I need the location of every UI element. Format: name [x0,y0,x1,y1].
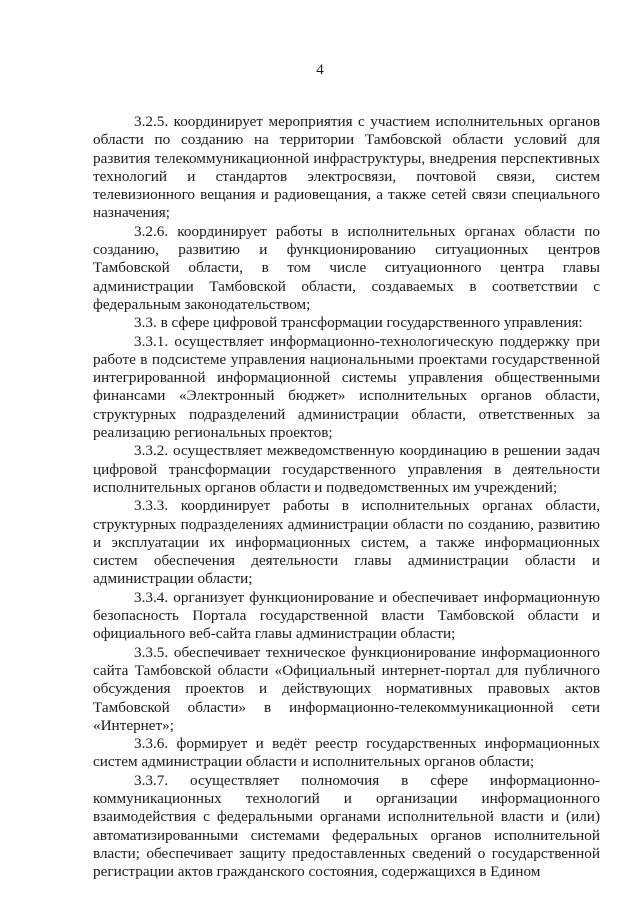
paragraph-3-3-1: 3.3.1. осуществляет информационно-технологическую поддержку при работе в подсистеме управления национальными проектами государственной интегрированной информационной системы управления общественными финансами «Электронный бюджет» исполнительных органов области, структурных подразделений администрации области, ответственных за реализацию региональных проектов; [93,332,600,442]
paragraph-3-3-6: 3.3.6. формирует и ведёт реестр государственных информационных систем администрации области и исполнительных органов области; [93,735,600,771]
paragraph-3-2-6: 3.2.6. координирует работы в исполнительных органах области по созданию, развитию и функционированию ситуационных центров Тамбовской области, в том числе ситуационного центра главы администрации Тамбовской области, создаваемых в соответствии с федеральным законодательством; [93,222,600,313]
paragraph-3-3-5: 3.3.5. обеспечивает техническое функционирование информационного сайта Тамбовской области «Официальный интернет-портал для публичного обсуждения проектов и действующих нормативных правовых актов Тамбовской области» в информационно-телекоммуникационной сети «Интернет»; [93,643,600,734]
paragraph-3-3-3: 3.3.3. координирует работы в исполнительных органах области, структурных подразделениях администрации области по созданию, развитию и эксплуатации их информационных систем, а также информационных систем обеспечения деятельности главы администрации области и администрации области; [93,497,600,588]
paragraph-3-2-5: 3.2.5. координирует мероприятия с участием исполнительных органов области по созданию на территории Тамбовской области условий для развития телекоммуникационной инфраструктуры, внедрения перспективных технологий и стандартов электросвязи, почтовой связи, систем телевизионного вещания и радиовещания, а также сетей связи специального назначения; [93,113,600,222]
paragraph-3-3: 3.3. в сфере цифровой трансформации государственного управления: [134,314,583,332]
paragraph-3-3-4: 3.3.4. организует функционирование и обеспечивает информационную безопасность Портала государственной власти Тамбовской области и официального веб-сайта главы администрации области; [93,588,600,643]
document-body [93,113,600,881]
paragraph-3-3-2: 3.3.2. осуществляет межведомственную координацию в решении задач цифровой трансформации государственного управления в деятельности исполнительных органов области и подведомственных им учреждений; [93,442,600,496]
page-number: 4 [316,62,324,78]
paragraph-3-3-7: 3.3.7. осуществляет полномочия в сфере информационно-коммуникационных технологий и организации информационного взаимодействия с федеральными органами исполнительной власти и (или) автоматизированными системами федеральных органов исполнительной власти; обеспечивает защиту предоставленных сведений о государственной регистрации актов гражданского состояния, содержащихся в Едином [93,771,600,881]
